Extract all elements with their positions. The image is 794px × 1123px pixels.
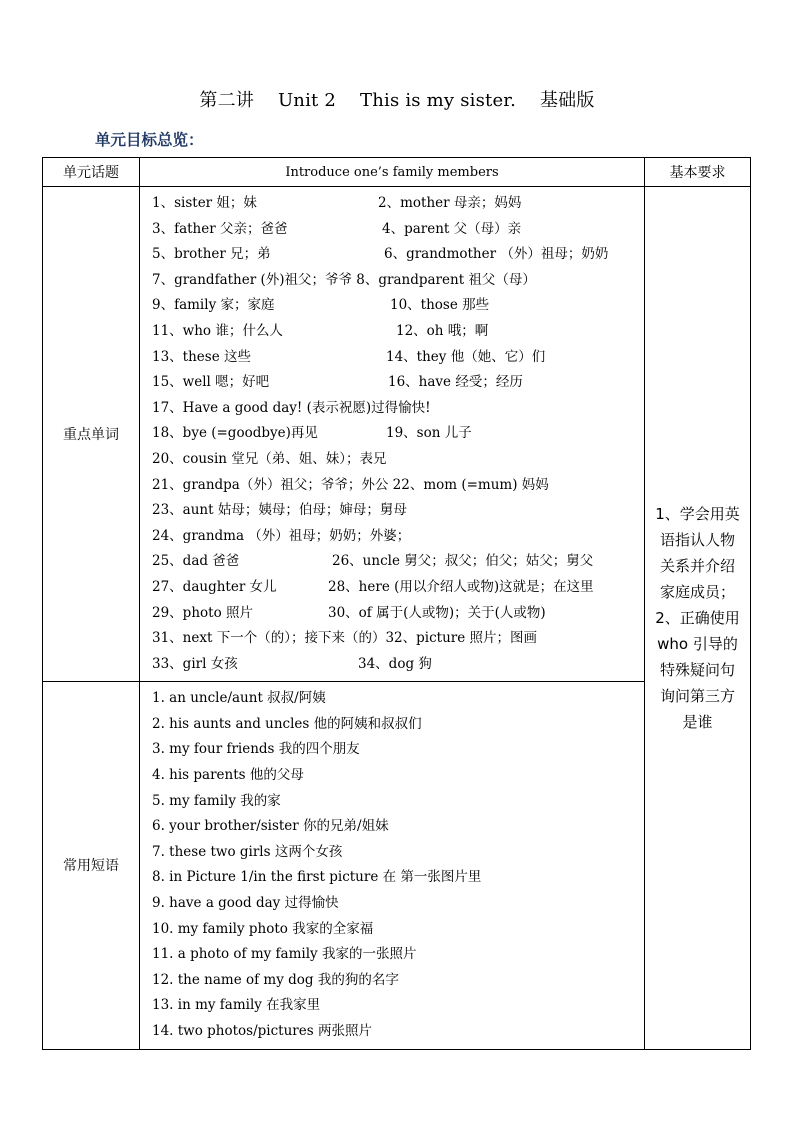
vocab-line <box>152 319 644 345</box>
vocab-entry: 17、Have a good day! (表示祝愿)过得愉快! <box>152 399 431 416</box>
vocab-entry: 19、son 儿子 <box>386 425 472 442</box>
page-title <box>0 86 794 112</box>
vocab-entry: 20、cousin 堂兄（弟、姐、妹）；表兄 <box>152 450 387 467</box>
vocab-line <box>152 293 644 319</box>
vocab-line <box>152 549 644 575</box>
edition-label: 基础版 <box>539 90 595 111</box>
vocab-line <box>152 217 644 243</box>
vocab-line <box>152 601 644 627</box>
vocab-entry: 9、family 家；家庭 <box>152 297 275 314</box>
vocab-entry: 26、uncle 舅父；叔父；伯父；姑父；舅父 <box>332 553 594 570</box>
requirement-line: 特殊疑问句 <box>659 660 735 679</box>
requirement-line: who 引导的 <box>657 634 738 653</box>
unit-overview-table <box>42 157 751 1050</box>
vocab-entry: 6、grandmother （外）祖母；奶奶 <box>384 246 609 263</box>
vocab-entry: 16、have 经受；经历 <box>388 374 523 391</box>
vocab-entry: 25、dad 爸爸 <box>152 553 240 570</box>
vocab-line <box>152 421 644 447</box>
requirement-line: 是谁 <box>682 712 713 731</box>
phrase-line: 4. his parents 他的父母 <box>152 767 304 784</box>
vocab-entry: 23、aunt 姑母；姨母；伯母；婶母；舅母 <box>152 502 407 519</box>
phrase-line: 12. the name of my dog 我的狗的名字 <box>152 971 399 988</box>
vocab-entry: 24、grandma （外）祖母；奶奶；外婆； <box>152 527 411 544</box>
vocab-entry: 10、those 那些 <box>390 297 490 314</box>
vocab-entry: 18、bye (=goodbye)再见 <box>152 425 318 442</box>
vocab-entry: 31、next 下一个（的）；接下来（的）32、picture 照片；图画 <box>152 630 537 647</box>
vocab-line <box>152 268 644 294</box>
vocab-entry: 7、grandfather (外)祖父；爷爷 8、grandparent 祖父（母） <box>152 271 536 288</box>
vocab-entry: 4、parent 父（母）亲 <box>382 220 522 237</box>
requirement-cell <box>645 187 751 1050</box>
vocab-entry: 5、brother 兄；弟 <box>152 246 271 263</box>
vocab-entry: 15、well 嗯；好吧 <box>152 374 270 391</box>
header-requirement: 基本要求 <box>645 158 751 187</box>
vocab-line <box>152 626 644 652</box>
vocab-line <box>152 396 644 422</box>
requirement-line: 语指认人物 <box>659 530 735 549</box>
phrase-line: 5. my family 我的家 <box>152 792 281 809</box>
header-topic: 单元话题 <box>43 158 140 187</box>
requirement-line: 家庭成员； <box>659 582 735 601</box>
vocab-entry: 27、daughter 女儿 <box>152 578 277 595</box>
vocab-entry: 28、here (用以介绍人或物)这就是；在这里 <box>328 578 594 595</box>
phrase-line: 6. your brother/sister 你的兄弟/姐妹 <box>152 818 389 835</box>
header-intro: Introduce one’s family members <box>140 158 645 187</box>
requirement-line: 询问第三方 <box>659 686 735 705</box>
phrase-line: 9. have a good day 过得愉快 <box>152 895 339 912</box>
phrase-line: 14. two photos/pictures 两张照片 <box>152 1023 372 1039</box>
vocab-line <box>152 652 644 678</box>
vocab-entry: 21、grandpa（外）祖父；爷爷；外公 22、mom (=mum) 妈妈 <box>152 476 549 493</box>
vocab-row <box>43 187 751 682</box>
unit-label: Unit 2 <box>277 90 337 111</box>
vocab-entry: 34、dog 狗 <box>358 655 432 672</box>
unit-title: This is my sister. <box>360 90 517 111</box>
requirement-line: 2、正确使用 <box>655 608 740 627</box>
phrase-line: 2. his aunts and uncles 他的阿姨和叔叔们 <box>152 715 422 732</box>
vocab-line <box>152 473 644 499</box>
vocab-entry: 30、of 属于(人或物)；关于(人或物) <box>328 604 546 621</box>
vocab-list <box>140 187 645 682</box>
table-header-row <box>43 158 751 187</box>
vocab-line <box>152 447 644 473</box>
phrase-line: 13. in my family 在我家里 <box>152 997 321 1014</box>
vocab-label: 重点单词 <box>43 187 140 682</box>
vocab-entry: 13、these 这些 <box>152 348 251 365</box>
phrase-line: 7. these two girls 这两个女孩 <box>152 843 343 860</box>
phrase-line: 11. a photo of my family 我家的一张照片 <box>152 946 417 963</box>
vocab-line <box>152 345 644 371</box>
vocab-entry: 11、who 谁；什么人 <box>152 322 283 339</box>
section-heading: 单元目标总览： <box>95 131 204 149</box>
vocab-entry: 3、father 父亲；爸爸 <box>152 220 288 237</box>
phrases-label: 常用短语 <box>43 682 140 1049</box>
vocab-entry: 2、mother 母亲；妈妈 <box>378 195 522 211</box>
vocab-line <box>152 498 644 524</box>
vocab-entry: 29、photo 照片 <box>152 604 253 621</box>
vocab-entry: 12、oh 哦；啊 <box>396 322 489 339</box>
vocab-line <box>152 370 644 396</box>
vocab-entry: 1、sister 姐；妹 <box>152 195 257 211</box>
phrase-list <box>140 682 645 1049</box>
vocab-line <box>152 524 644 550</box>
phrases-row <box>43 682 751 1049</box>
phrase-line: 10. my family photo 我家的全家福 <box>152 920 374 937</box>
phrase-line: 8. in Picture 1/in the first picture 在 第一张图片里 <box>152 869 482 886</box>
phrase-line: 3. my four friends 我的四个朋友 <box>152 741 360 758</box>
vocab-line <box>152 242 644 268</box>
requirement-line: 关系并介绍 <box>659 556 735 575</box>
lesson-number: 第二讲 <box>199 90 255 111</box>
phrase-line: 1. an uncle/aunt 叔叔/阿姨 <box>152 690 326 707</box>
vocab-entry: 33、girl 女孩 <box>152 655 238 672</box>
requirement-line: 1、学会用英 <box>655 504 740 523</box>
vocab-line <box>152 191 644 217</box>
vocab-line <box>152 575 644 601</box>
vocab-entry: 14、they 他（她、它）们 <box>386 348 546 365</box>
